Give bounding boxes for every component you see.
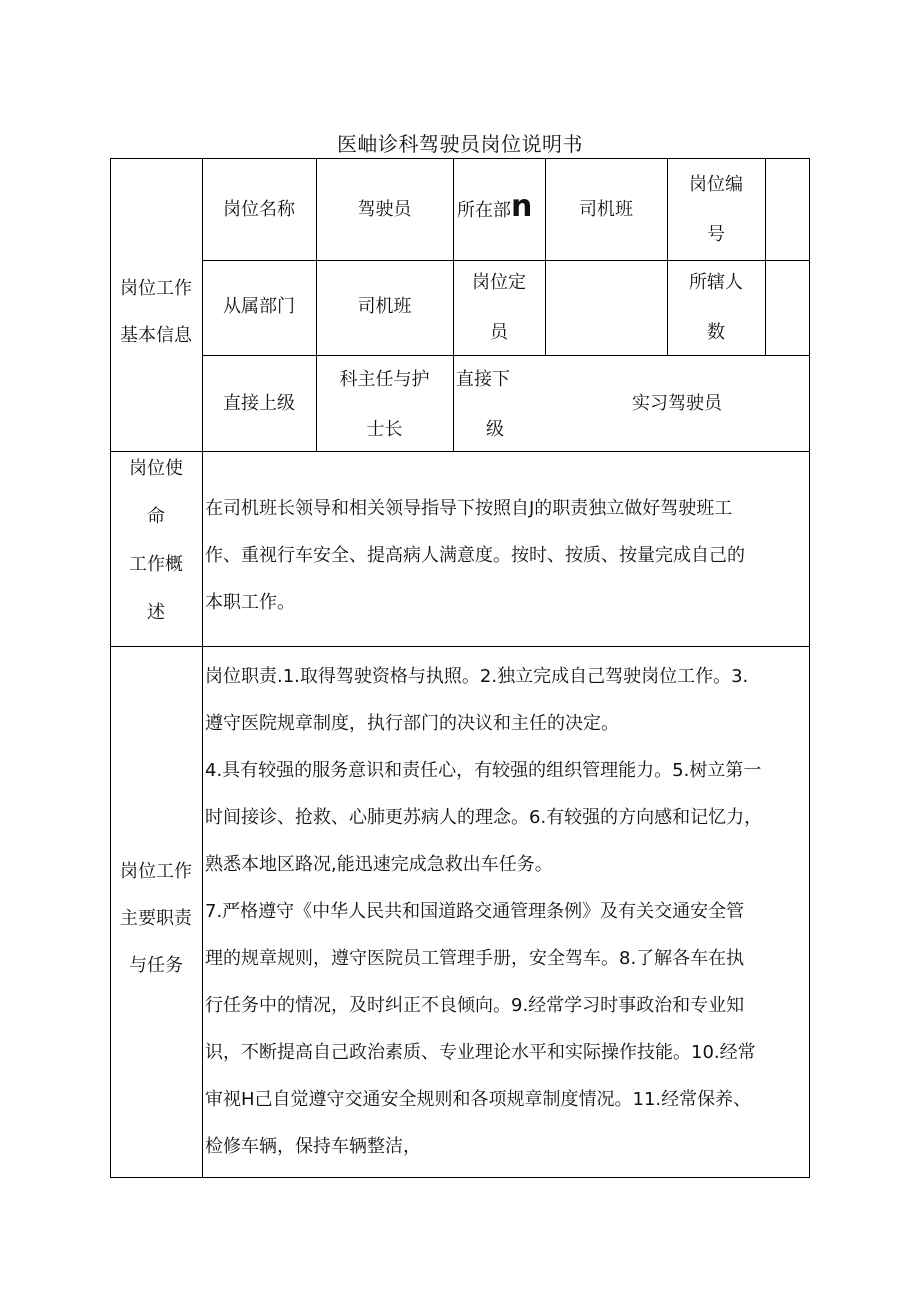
direct-sub-value: 实习驾驶员	[632, 393, 722, 414]
section-label-mission	[110, 456, 202, 625]
text-line: 时间接诊、抢救、心肺更苏病人的理念。6.有较强的方向感和记忆力，	[205, 807, 763, 828]
label-line: 基本信息	[120, 325, 192, 346]
label-line: 岗位工作	[120, 861, 192, 882]
text-line: 检修车辆，保持车辆整洁，	[205, 1136, 421, 1157]
text-line: 审视H己自觉遵守交通安全规则和各项规章制度情况。11.经常保养、	[205, 1089, 752, 1110]
label-line: 主要职责	[120, 908, 192, 929]
text-line: 在司机班长领导和相关领导指导下按照自J的职责独立做好驾驶班工	[205, 498, 733, 519]
page-title: 医岫诊科驾驶员岗位说明书	[337, 132, 583, 156]
section-label-basic-info	[110, 276, 202, 348]
subordinates-label	[667, 270, 765, 345]
dept-value: 司机班	[579, 199, 633, 220]
text-line: 7.严格遵守《中华人民共和国道路交通管理条例》及有关交通安全管	[205, 901, 745, 922]
dept-label-glyph: n	[511, 189, 533, 224]
text-line: 理的规章规则，遵守医院员工管理手册，安全驾车。8.了解各车在执	[205, 948, 745, 969]
text-line: 行任务中的情况，及时纠正不良倾向。9.经常学习时事政治和专业知	[205, 995, 745, 1016]
superior-label: 直接上级	[223, 393, 295, 414]
label-line: 岗位工作	[120, 278, 192, 299]
table-rule	[545, 158, 546, 356]
job-description-table	[110, 158, 810, 1178]
table-border-bottom	[110, 1177, 810, 1178]
post-name-value: 驾驶员	[357, 199, 412, 220]
text-line: 遵守医院规章制度，执行部门的决议和主任的决定。	[205, 713, 619, 734]
label-line: 述	[147, 602, 165, 623]
text-line: 岗位职责.1.取得驾驶资格与执照。2.独立完成自己驾驶岗位工作。3.	[205, 666, 749, 687]
duties-text	[205, 664, 809, 1159]
label-line: 岗位定	[472, 272, 526, 293]
label-line: 级	[486, 419, 504, 440]
table-rule	[202, 260, 810, 261]
belongs-value: 司机班	[357, 296, 412, 317]
label-line: 工作概	[129, 554, 183, 575]
mission-text	[205, 496, 809, 615]
belongs-label: 从属部门	[223, 296, 295, 317]
table-rule	[765, 158, 766, 356]
table-rule	[202, 355, 810, 356]
label-line: 岗位编	[689, 174, 743, 195]
label-line: 所辖人	[689, 272, 743, 293]
dept-label	[453, 189, 549, 224]
label-line: 与任务	[129, 955, 183, 976]
table-rule	[110, 451, 810, 452]
label-line: 岗位使	[129, 458, 183, 479]
section-label-duties	[110, 859, 202, 978]
text-line: 识，不断提高自己政治素质、专业理论水平和实际操作技能。10.经常	[205, 1042, 756, 1063]
post-no-label	[667, 172, 765, 247]
text-line: 本职工作。	[205, 592, 295, 613]
label-line: 员	[490, 322, 508, 343]
table-rule	[110, 646, 810, 647]
text-line: 作、重视行车安全、提高病人满意度。按时、按质、按量完成自己的	[205, 545, 745, 566]
quota-label	[453, 270, 545, 345]
superior-value	[316, 367, 453, 442]
table-border-top	[110, 158, 810, 159]
direct-sub-label	[453, 367, 548, 442]
text-line: 4.具有较强的服务意识和责任心，有较强的组织管理能力。5.树立第一	[205, 760, 762, 781]
table-border-right	[809, 158, 810, 1178]
label-line: 号	[707, 224, 725, 245]
post-name-label: 岗位名称	[223, 199, 295, 220]
dept-label-text: 所在部	[457, 200, 511, 221]
text-line: 熟悉本地区路况,能迅速完成急救出车任务。	[205, 854, 553, 875]
label-line: 数	[707, 322, 725, 343]
value-line: 士长	[366, 419, 403, 440]
label-line: 直接下	[456, 369, 510, 390]
value-line: 科主任与护	[339, 369, 430, 390]
label-line: 命	[147, 506, 165, 527]
